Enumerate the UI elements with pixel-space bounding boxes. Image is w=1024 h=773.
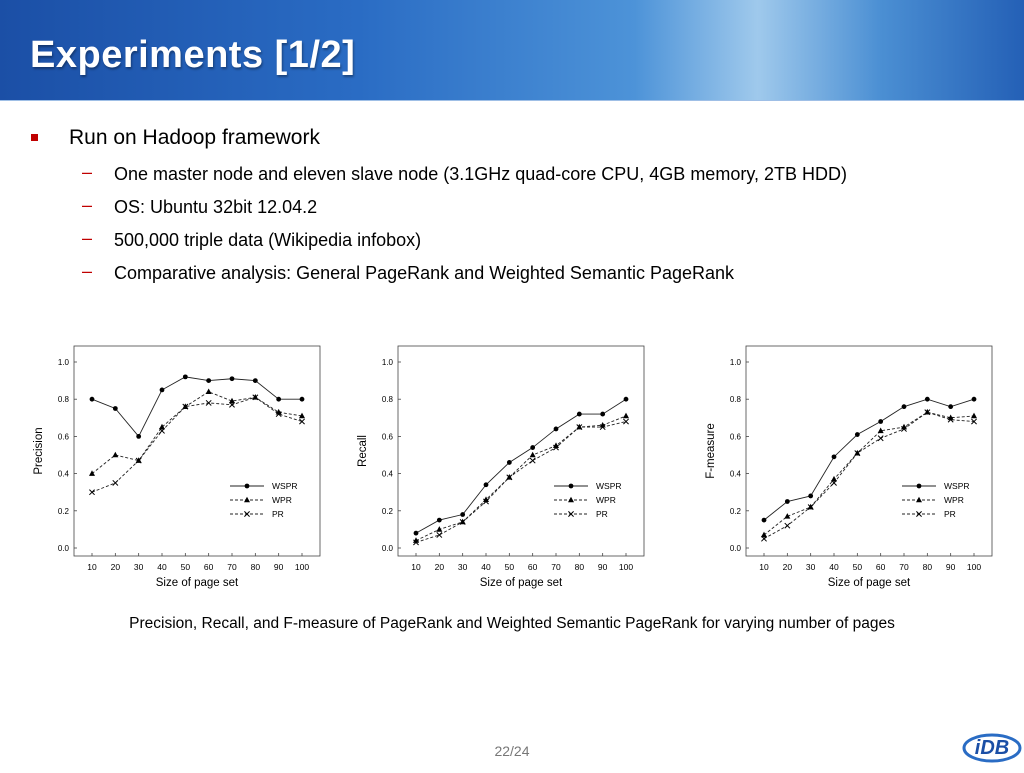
data-point-wspr xyxy=(276,397,281,402)
logo-text: iDB xyxy=(974,737,1010,759)
x-axis-label: Size of page set xyxy=(155,577,239,589)
data-point-wspr xyxy=(948,404,953,409)
x-tick-label: 40 xyxy=(481,562,491,572)
legend-label: WSPR xyxy=(596,481,622,491)
data-point-wspr xyxy=(507,460,512,465)
y-tick-label: 0.6 xyxy=(57,432,69,442)
series-line-wpr xyxy=(416,416,626,541)
data-point-wspr xyxy=(808,494,813,499)
x-tick-label: 70 xyxy=(899,562,909,572)
y-tick-label: 1.0 xyxy=(729,358,741,367)
x-tick-label: 40 xyxy=(157,562,167,572)
page-number: 22/24 xyxy=(494,743,530,759)
data-point-wspr xyxy=(300,397,305,402)
data-point-wspr xyxy=(113,406,118,411)
precision-chart xyxy=(28,336,328,598)
y-tick-label: 0.6 xyxy=(729,432,741,442)
data-point-wspr xyxy=(437,518,442,523)
x-tick-label: 30 xyxy=(805,562,816,572)
x-tick-label: 30 xyxy=(133,562,144,572)
legend-label: PR xyxy=(596,509,608,519)
data-point-wpr xyxy=(89,470,95,476)
data-point-pr xyxy=(878,436,883,441)
legend-label: WSPR xyxy=(272,481,298,491)
sub-bullet: 500,000 triple data (Wikipedia infobox) xyxy=(114,230,422,250)
legend-label: WPR xyxy=(944,495,964,505)
y-tick-label: 0.6 xyxy=(381,432,393,442)
data-point-wspr xyxy=(230,376,235,381)
y-tick-label: 0.4 xyxy=(729,469,741,479)
data-point-wpr xyxy=(530,452,536,458)
data-point-pr xyxy=(437,532,442,537)
plot-frame xyxy=(746,346,992,556)
dash-bullet-icon: – xyxy=(82,228,93,248)
dash-bullet-icon: – xyxy=(82,162,93,182)
data-point-wspr xyxy=(530,445,535,450)
legend-label: WSPR xyxy=(944,481,970,491)
series-line-wpr xyxy=(764,412,974,535)
x-tick-label: 20 xyxy=(434,562,445,572)
plot-frame xyxy=(74,346,320,556)
precision-chart-svg xyxy=(28,336,328,598)
x-tick-label: 80 xyxy=(574,562,585,572)
series-line-wpr xyxy=(92,392,302,474)
series-line-pr xyxy=(416,422,626,543)
sub-bullet: OS: Ubuntu 32bit 12.04.2 xyxy=(114,197,318,217)
recall-chart-svg xyxy=(352,336,652,598)
y-axis-label: F-measure xyxy=(705,423,717,479)
square-bullet-icon xyxy=(31,134,38,141)
data-point-wpr xyxy=(623,413,629,419)
x-tick-label: 60 xyxy=(875,562,886,572)
x-tick-label: 90 xyxy=(945,562,956,572)
idb-logo-icon xyxy=(960,722,1022,768)
data-point-pr xyxy=(530,458,535,463)
data-point-wspr xyxy=(577,412,582,417)
data-point-wspr xyxy=(160,388,165,393)
x-tick-label: 60 xyxy=(203,562,214,572)
data-point-pr xyxy=(113,480,118,485)
data-point-pr xyxy=(89,490,94,495)
x-tick-label: 10 xyxy=(87,562,97,572)
legend-marker xyxy=(569,484,574,489)
x-tick-label: 40 xyxy=(829,562,839,572)
legend-marker xyxy=(916,497,922,503)
series-line-pr xyxy=(764,412,974,538)
x-tick-label: 10 xyxy=(411,562,421,572)
legend-label: WPR xyxy=(272,495,292,505)
bullet-main: Run on Hadoop framework xyxy=(69,126,320,149)
data-point-wspr xyxy=(902,404,907,409)
slide-title: Experiments [1/2] xyxy=(30,34,356,76)
x-tick-label: 90 xyxy=(597,562,608,572)
legend-marker xyxy=(245,484,250,489)
x-tick-label: 80 xyxy=(922,562,933,572)
x-tick-label: 50 xyxy=(180,562,191,572)
y-axis-label: Precision xyxy=(33,427,45,475)
y-tick-label: 1.0 xyxy=(381,358,393,367)
y-tick-label: 0.8 xyxy=(57,395,69,405)
legend-marker xyxy=(917,484,922,489)
y-tick-label: 0.4 xyxy=(57,469,69,479)
x-tick-label: 70 xyxy=(227,562,237,572)
data-point-wspr xyxy=(414,531,419,536)
y-tick-label: 0.0 xyxy=(57,544,69,553)
y-tick-label: 0.8 xyxy=(381,395,393,405)
x-tick-label: 60 xyxy=(527,562,538,572)
title-bar xyxy=(0,0,1024,101)
series-line-pr xyxy=(92,397,302,492)
data-point-wspr xyxy=(785,499,790,504)
data-point-wspr xyxy=(624,397,629,402)
y-tick-label: 0.0 xyxy=(729,544,741,553)
x-tick-label: 30 xyxy=(457,562,468,572)
data-point-wspr xyxy=(762,518,767,523)
data-point-wspr xyxy=(183,374,188,379)
data-point-wspr xyxy=(832,454,837,459)
data-point-pr xyxy=(785,523,790,528)
data-point-wspr xyxy=(972,397,977,402)
x-tick-label: 20 xyxy=(110,562,121,572)
data-point-wspr xyxy=(253,378,258,383)
x-tick-label: 100 xyxy=(294,562,310,572)
legend-label: PR xyxy=(272,509,284,519)
legend-label: WPR xyxy=(596,495,616,505)
data-point-pr xyxy=(299,419,304,424)
x-tick-label: 50 xyxy=(504,562,515,572)
sub-bullet: One master node and eleven slave node (3.1GHz quad-core CPU, 4GB memory, 2TB HDD) xyxy=(114,164,847,184)
x-tick-label: 20 xyxy=(782,562,793,572)
y-tick-label: 0.8 xyxy=(729,395,741,405)
data-point-wpr xyxy=(436,526,442,532)
y-tick-label: 0.4 xyxy=(381,469,393,479)
data-point-wspr xyxy=(600,412,605,417)
y-tick-label: 0.2 xyxy=(729,506,741,516)
x-tick-label: 80 xyxy=(250,562,261,572)
y-tick-label: 0.0 xyxy=(381,544,393,553)
x-tick-label: 50 xyxy=(852,562,863,572)
plot-frame xyxy=(398,346,644,556)
recall-chart xyxy=(352,336,652,598)
x-tick-label: 10 xyxy=(759,562,769,572)
data-point-wspr xyxy=(554,427,559,432)
x-axis-label: Size of page set xyxy=(479,577,563,589)
data-point-wspr xyxy=(90,397,95,402)
x-tick-label: 90 xyxy=(273,562,284,572)
x-tick-label: 70 xyxy=(551,562,561,572)
y-axis-label: Recall xyxy=(357,435,369,467)
series-line-wspr xyxy=(92,377,302,437)
data-point-wspr xyxy=(878,419,883,424)
f-measure-chart-svg xyxy=(700,336,1000,598)
data-point-wpr xyxy=(206,388,212,394)
f-measure-chart xyxy=(700,336,1000,598)
data-point-wpr xyxy=(112,452,118,458)
sub-bullet: Comparative analysis: General PageRank and Weighted Semantic PageRank xyxy=(114,263,735,283)
data-point-wspr xyxy=(484,482,489,487)
y-tick-label: 0.2 xyxy=(381,506,393,516)
figure-caption: Precision, Recall, and F-measure of PageRank and Weighted Semantic PageRank for varying number of pages xyxy=(129,615,895,632)
data-point-wspr xyxy=(136,434,141,439)
idb-logo xyxy=(960,722,1022,768)
data-point-wspr xyxy=(855,432,860,437)
legend-marker xyxy=(568,497,574,503)
data-point-wspr xyxy=(206,378,211,383)
dash-bullet-icon: – xyxy=(82,195,93,215)
data-point-wspr xyxy=(925,397,930,402)
x-axis-label: Size of page set xyxy=(827,577,911,589)
legend-label: PR xyxy=(944,509,956,519)
x-tick-label: 100 xyxy=(618,562,634,572)
y-tick-label: 1.0 xyxy=(57,358,69,367)
legend-marker xyxy=(244,497,250,503)
x-tick-label: 100 xyxy=(966,562,982,572)
data-point-wpr xyxy=(971,413,977,419)
data-point-wspr xyxy=(460,512,465,517)
dash-bullet-icon: – xyxy=(82,261,93,281)
y-tick-label: 0.2 xyxy=(57,506,69,516)
